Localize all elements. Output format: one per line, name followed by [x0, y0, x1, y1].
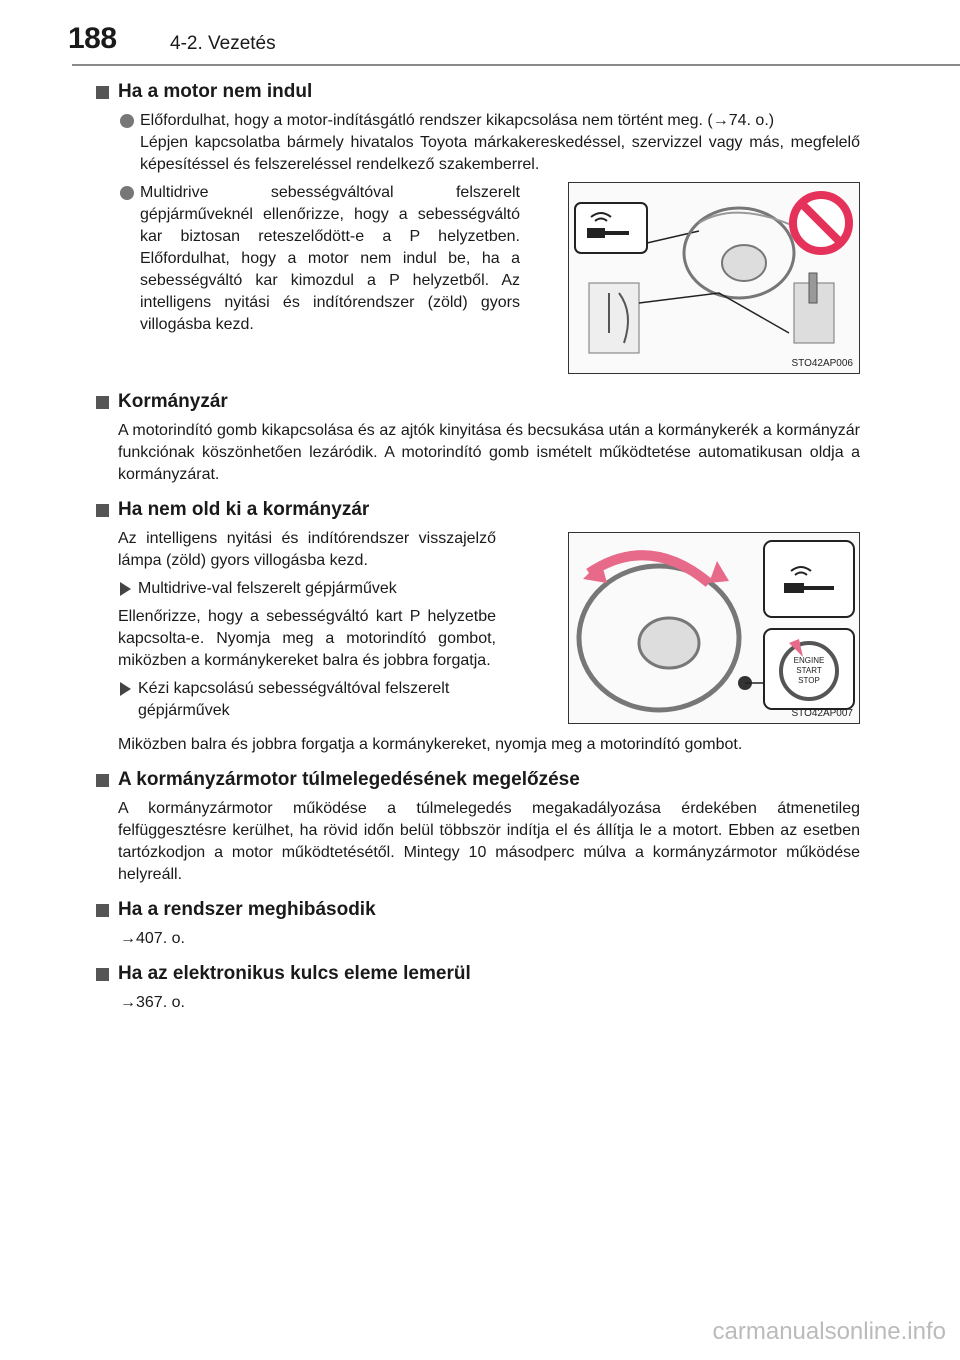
heading-square-icon: [96, 774, 109, 787]
section-lock-not-release: [96, 496, 860, 756]
section-heading: A kormányzármotor túlmelegedésének megelőzése: [96, 766, 860, 794]
figure-shift-lever: [568, 182, 860, 374]
section-heading: Ha a rendszer meghibásodik: [96, 896, 860, 924]
watermark: carmanualsonline.info: [712, 1318, 946, 1345]
heading-square-icon: [96, 86, 109, 99]
figure-steering-wheel: [568, 532, 860, 724]
section-heading: Ha nem old ki a kormányzár: [96, 496, 860, 524]
section-text: A motorindító gomb kikapcsolása és az ajtók kinyitása és becsukása után a kormánykerék a kormányzár funkciónak köszönhetően lezáródik. A motorindító gomb ismételt működtetése automatikusan oldja a kormányzárat.: [118, 422, 860, 483]
arrow-item: Kézi kapcsolású sebességváltóval felszerelt gépjárművek: [118, 678, 496, 722]
page-number: 188: [68, 22, 117, 55]
item-text: Ellenőrizze, hogy a sebességváltó kart P helyzetbe kapcsolta-e. Nyomja meg a motorindító gombot, miközben a kormánykereket balra és jobbra forgatja.: [118, 608, 496, 669]
page-reference: →367. o.: [120, 994, 185, 1011]
heading-square-icon: [96, 904, 109, 917]
section-steering-lock: [96, 388, 860, 486]
section-engine-not-start: [96, 78, 860, 374]
svg-text:STOP: STOP: [798, 676, 820, 685]
section-heading: Kormányzár: [96, 388, 860, 416]
rotate-arrow-icon: [589, 555, 709, 583]
arrow-item: Multidrive-val felszerelt gépjárművek: [118, 578, 496, 600]
steering-wheel-illustration: [569, 533, 859, 723]
bullet-text: Lépjen kapcsolatba bármely hivatalos Toyota márkakereskedéssel, szervizzel vagy más, megfelelő képesítéssel és felszereléssel rendelkező szakemberrel.: [140, 134, 860, 173]
section-text: A kormányzármotor működése a túlmelegedés megakadályozása érdekében átmenetileg felfüggesztésre kerülhet, ha rövid időn belül többször indítja el és állítja le a motort. Ebben az esetben tartózkodjon a motor működtetésétől. Mintegy 10 másodperc múlva a kormányzármotor működése helyreáll.: [118, 800, 860, 883]
shift-lever-illustration: [569, 183, 859, 373]
triangle-bullet-icon: [120, 682, 131, 696]
bullet-dot-icon: [120, 186, 134, 200]
figure-code: STO42AP006: [791, 358, 853, 369]
section-overheat: [96, 766, 860, 886]
bullet-item: [118, 110, 860, 176]
chapter-title: 4-2. Vezetés: [170, 33, 276, 54]
item-text: Miközben balra és jobbra forgatja a kormánykereket, nyomja meg a motorindító gombot.: [118, 736, 743, 753]
figure-code: STO42AP007: [791, 708, 853, 719]
heading-square-icon: [96, 968, 109, 981]
bullet-dot-icon: [120, 114, 134, 128]
section-heading: Ha a motor nem indul: [96, 78, 860, 106]
header-divider: [72, 64, 960, 66]
bullet-text: Előfordulhat, hogy a motor-indításgátló rendszer kikapcsolása nem történt meg. (→74. o.): [140, 112, 775, 129]
section-intro: Az intelligens nyitási és indítórendszer visszajelző lámpa (zöld) gyors villogásba kezd.: [118, 530, 496, 569]
section-system-fault: [96, 896, 860, 950]
page-header: [0, 0, 960, 66]
bullet-item: [118, 182, 520, 368]
svg-text:START: START: [796, 666, 822, 675]
triangle-bullet-icon: [120, 582, 131, 596]
svg-text:ENGINE: ENGINE: [793, 656, 825, 665]
section-heading: Ha az elektronikus kulcs eleme lemerül: [96, 960, 860, 988]
heading-square-icon: [96, 396, 109, 409]
page-content: [96, 78, 860, 1024]
bullet-text: Multidrive sebességváltóval felszerelt gépjárműveknél ellenőrizze, hogy a sebességváltó kar biztosan reteszelődött-e a P helyzetben. Előfordulhat, hogy a motor nem indul be, ha a sebességváltó kar kimozdul a P helyzetből. Az intelligens nyitási és indítórendszer (zöld) gyors villogásba kezd.: [140, 184, 520, 333]
section-key-battery: [96, 960, 860, 1014]
heading-square-icon: [96, 504, 109, 517]
page-reference: →407. o.: [120, 930, 185, 947]
